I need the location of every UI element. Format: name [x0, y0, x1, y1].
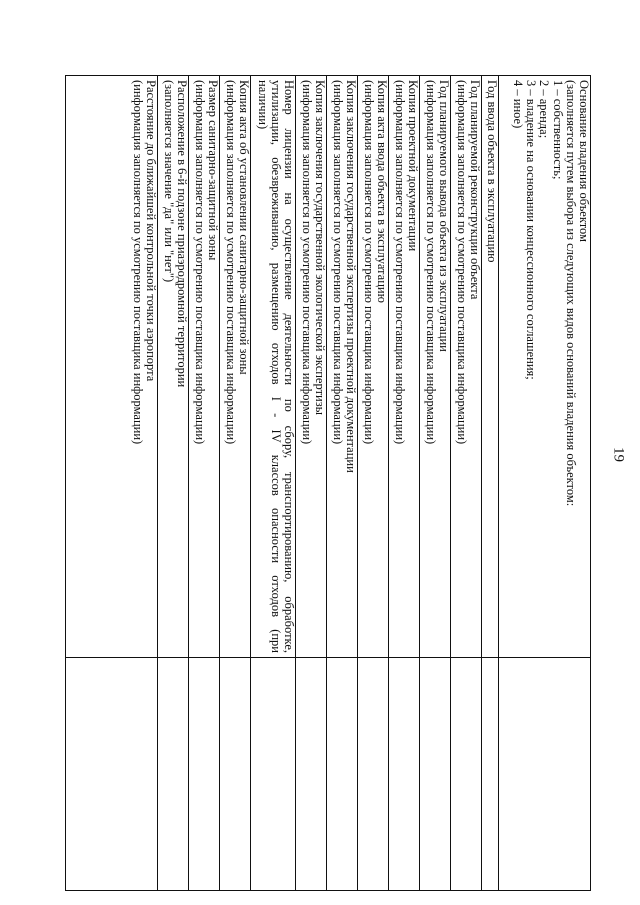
row-label: [420, 76, 451, 658]
label-line: 4 – иное): [510, 80, 525, 129]
table-row: [296, 76, 327, 891]
label-line: 1 – собственность;: [550, 80, 565, 180]
row-value-cell[interactable]: [327, 658, 358, 891]
row-label: [451, 76, 482, 658]
label-line: 2 – аренда;: [537, 80, 552, 139]
row-label: [66, 76, 158, 658]
row-label: [358, 76, 389, 658]
table-row: [189, 76, 220, 891]
label-line: (информация заполняется по усмотрению поставщика информации): [192, 80, 207, 445]
label-line: Размер санитарно-защитной зоны: [206, 80, 220, 261]
row-value-cell[interactable]: [66, 658, 158, 891]
row-value-cell[interactable]: [389, 658, 420, 891]
row-value-cell[interactable]: [482, 658, 499, 891]
label-line: (информация заполняется по усмотрению поставщика информации): [361, 80, 376, 445]
label-line: (заполняется путем выбора из следующих видов оснований владения объектом:: [563, 80, 578, 507]
row-value-cell[interactable]: [420, 658, 451, 891]
table-row: [220, 76, 251, 891]
table-row: [451, 76, 482, 891]
label-line: Расположение в 6-й подзоне приаэродромной территории: [175, 80, 189, 388]
table-row: [420, 76, 451, 891]
label-line: Номер лицензии на осуществление деятельности по сбору, транспортированию, обработке,: [282, 80, 296, 653]
label-line: (информация заполняется по усмотрению поставщика информации): [130, 80, 145, 445]
table-body: [66, 76, 591, 891]
table-row: [358, 76, 389, 891]
table-row: [389, 76, 420, 891]
row-value-cell[interactable]: [499, 658, 591, 891]
label-line: Копия заключения государственной экспертизы проектной документации: [344, 80, 358, 473]
row-value-cell[interactable]: [158, 658, 189, 891]
row-label: [251, 76, 296, 658]
label-line: Копия заключения государственной экологической экспертизы: [313, 80, 327, 416]
label-line: Основание владения объектом: [577, 80, 591, 242]
label-line: (информация заполняется по усмотрению поставщика информации): [392, 80, 407, 445]
label-line: (информация заполняется по усмотрению поставщика информации): [330, 80, 345, 445]
label-line: Копия проектной документации: [406, 80, 420, 252]
label-line: Год планируемой реконструкции объекта: [468, 80, 482, 300]
rotated-form-container: [65, 75, 591, 872]
label-line: (информация заполняется по усмотрению поставщика информации): [223, 80, 238, 445]
row-label: [389, 76, 420, 658]
row-value-cell[interactable]: [358, 658, 389, 891]
table-row: [499, 76, 591, 891]
table-row: [158, 76, 189, 891]
table-row: [327, 76, 358, 891]
label-line: Расстояние до ближайшей контрольной точки аэропорта: [144, 80, 158, 382]
row-value-cell[interactable]: [251, 658, 296, 891]
row-label: [189, 76, 220, 658]
label-line: утилизации, обезвреживанию, размещению отходов I - IV классов опасности отходов (при: [268, 80, 283, 653]
table-row: [251, 76, 296, 891]
label-line: Год ввода объекта в эксплуатацию: [485, 80, 499, 263]
label-line: (информация заполняется по усмотрению поставщика информации): [299, 80, 314, 445]
label-line: 3 – владение на основании концессионного соглашения;: [524, 80, 539, 380]
row-label: [482, 76, 499, 658]
row-label: [158, 76, 189, 658]
page-number: 19: [610, 447, 627, 462]
row-value-cell[interactable]: [451, 658, 482, 891]
row-value-cell[interactable]: [189, 658, 220, 891]
object-info-table: [65, 75, 591, 891]
label-line: (заполняется значение "да" или "нет"): [161, 80, 176, 283]
label-line: (информация заполняется по усмотрению поставщика информации): [423, 80, 438, 445]
row-value-cell[interactable]: [220, 658, 251, 891]
row-label: [327, 76, 358, 658]
label-line: наличии): [255, 80, 270, 130]
label-line: (информация заполняется по усмотрению поставщика информации): [454, 80, 469, 445]
row-value-cell[interactable]: [296, 658, 327, 891]
label-line: Копия акта ввода объекта в эксплуатацию: [375, 80, 389, 303]
row-label: [499, 76, 591, 658]
row-label: [220, 76, 251, 658]
label-line: Год планируемого вывода объекта из эксплуатации: [437, 80, 451, 352]
table-row: [66, 76, 158, 891]
label-line: Копия акта об установлении санитарно-защитной зоны: [237, 80, 251, 375]
table-row: [482, 76, 499, 891]
row-label: [296, 76, 327, 658]
